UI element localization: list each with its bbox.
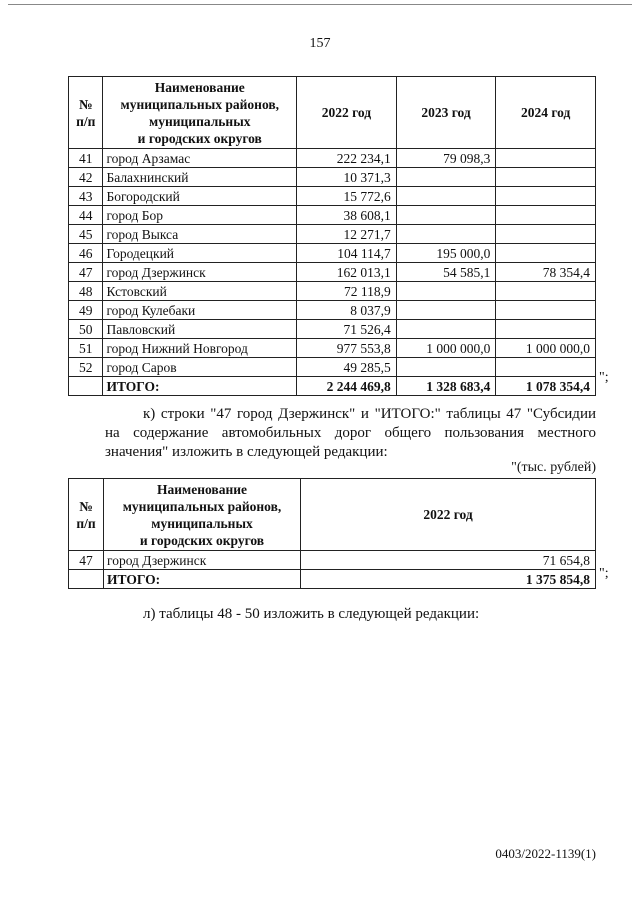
- row-num: 41: [69, 149, 103, 168]
- row-2023: [396, 206, 496, 225]
- table-header-row: [69, 77, 596, 149]
- row-2023: [396, 358, 496, 377]
- total-label: ИТОГО:: [104, 570, 301, 589]
- row-2024: [496, 320, 596, 339]
- row-name: Балахнинский: [103, 168, 297, 187]
- row-num: 47: [69, 263, 103, 282]
- header-2022: 2022 год: [301, 479, 596, 551]
- row-2022: 10 371,3: [297, 168, 397, 187]
- row-2022: 12 271,7: [297, 225, 397, 244]
- total-2024: 1 078 354,4: [496, 377, 596, 396]
- row-2022: 104 114,7: [297, 244, 397, 263]
- total-2023: 1 328 683,4: [396, 377, 496, 396]
- header-num: № п/п: [69, 479, 104, 551]
- row-name: город Дзержинск: [104, 551, 301, 570]
- total-2022: 1 375 854,8: [301, 570, 596, 589]
- total-row: [69, 377, 596, 396]
- table-row: [69, 149, 596, 168]
- row-2024: [496, 301, 596, 320]
- table-row: [69, 339, 596, 358]
- row-name: Кстовский: [103, 282, 297, 301]
- paragraph-l: л) таблицы 48 - 50 изложить в следующей редакции:: [143, 606, 480, 622]
- row-num: 43: [69, 187, 103, 206]
- row-2024: [496, 187, 596, 206]
- table-row: [69, 320, 596, 339]
- header-name: Наименование муниципальных районов, муниципальных и городских округов: [103, 77, 297, 149]
- row-num: 52: [69, 358, 103, 377]
- table-row: [69, 263, 596, 282]
- row-2023: [396, 225, 496, 244]
- total-num: [69, 377, 103, 396]
- row-2023: 54 585,1: [396, 263, 496, 282]
- row-2023: 195 000,0: [396, 244, 496, 263]
- table-row: [69, 301, 596, 320]
- row-2024: 78 354,4: [496, 263, 596, 282]
- row-name: Богородский: [103, 187, 297, 206]
- row-2023: 79 098,3: [396, 149, 496, 168]
- row-num: 46: [69, 244, 103, 263]
- table-row: [69, 282, 596, 301]
- row-2024: [496, 225, 596, 244]
- row-2024: [496, 358, 596, 377]
- page-number: 157: [309, 36, 331, 51]
- row-2023: [396, 187, 496, 206]
- row-2023: [396, 320, 496, 339]
- total-label: ИТОГО:: [103, 377, 297, 396]
- header-2024: 2024 год: [496, 77, 596, 149]
- row-2022: 222 234,1: [297, 149, 397, 168]
- road-subsidy-table: [68, 478, 596, 589]
- row-name: город Бор: [103, 206, 297, 225]
- row-2022: 8 037,9: [297, 301, 397, 320]
- row-2022: 15 772,6: [297, 187, 397, 206]
- row-2024: [496, 206, 596, 225]
- row-2022: 162 013,1: [297, 263, 397, 282]
- row-name: город Дзержинск: [103, 263, 297, 282]
- row-2023: [396, 301, 496, 320]
- total-2022: 2 244 469,8: [297, 377, 397, 396]
- row-name: Городецкий: [103, 244, 297, 263]
- row-num: 51: [69, 339, 103, 358]
- row-num: 50: [69, 320, 103, 339]
- table-row: [69, 187, 596, 206]
- table1-closing-quote: ";: [599, 370, 609, 385]
- row-2022: 71 526,4: [297, 320, 397, 339]
- row-2023: [396, 282, 496, 301]
- row-2024: [496, 149, 596, 168]
- table-row: [69, 244, 596, 263]
- row-2022: 71 654,8: [301, 551, 596, 570]
- row-2024: [496, 168, 596, 187]
- row-2022: 38 608,1: [297, 206, 397, 225]
- row-num: 48: [69, 282, 103, 301]
- table-row: [69, 551, 596, 570]
- header-2022: 2022 год: [297, 77, 397, 149]
- row-name: Павловский: [103, 320, 297, 339]
- row-num: 44: [69, 206, 103, 225]
- row-name: город Арзамас: [103, 149, 297, 168]
- row-2022: 72 118,9: [297, 282, 397, 301]
- row-name: город Выкса: [103, 225, 297, 244]
- table-row: [69, 206, 596, 225]
- row-num: 45: [69, 225, 103, 244]
- table-header-row: [69, 479, 596, 551]
- header-num: № п/п: [69, 77, 103, 149]
- table-row: [69, 168, 596, 187]
- paragraph-k: к) строки "47 город Дзержинск" и "ИТОГО:" таблицы 47 "Субсидии на содержание автомобильных дорог общего пользования местного значения" изложить в следующей редакции:: [105, 406, 596, 460]
- header-2023: 2023 год: [396, 77, 496, 149]
- row-num: 47: [69, 551, 104, 570]
- row-2022: 977 553,8: [297, 339, 397, 358]
- top-rule: [8, 4, 632, 5]
- table2-closing-quote: ";: [599, 566, 609, 581]
- row-2024: [496, 244, 596, 263]
- row-2023: 1 000 000,0: [396, 339, 496, 358]
- row-2024: 1 000 000,0: [496, 339, 596, 358]
- row-num: 49: [69, 301, 103, 320]
- total-row: [69, 570, 596, 589]
- row-2023: [396, 168, 496, 187]
- subsidy-table-main: [68, 76, 596, 396]
- row-name: город Нижний Новгород: [103, 339, 297, 358]
- table-row: [69, 358, 596, 377]
- row-num: 42: [69, 168, 103, 187]
- document-code: 0403/2022-1139(1): [495, 846, 596, 861]
- row-2024: [496, 282, 596, 301]
- row-name: город Кулебаки: [103, 301, 297, 320]
- unit-note: "(тыс. рублей): [511, 460, 596, 475]
- total-num: [69, 570, 104, 589]
- table-row: [69, 225, 596, 244]
- header-name: Наименование муниципальных районов, муниципальных и городских округов: [104, 479, 301, 551]
- row-name: город Саров: [103, 358, 297, 377]
- row-2022: 49 285,5: [297, 358, 397, 377]
- table-body: [69, 149, 596, 377]
